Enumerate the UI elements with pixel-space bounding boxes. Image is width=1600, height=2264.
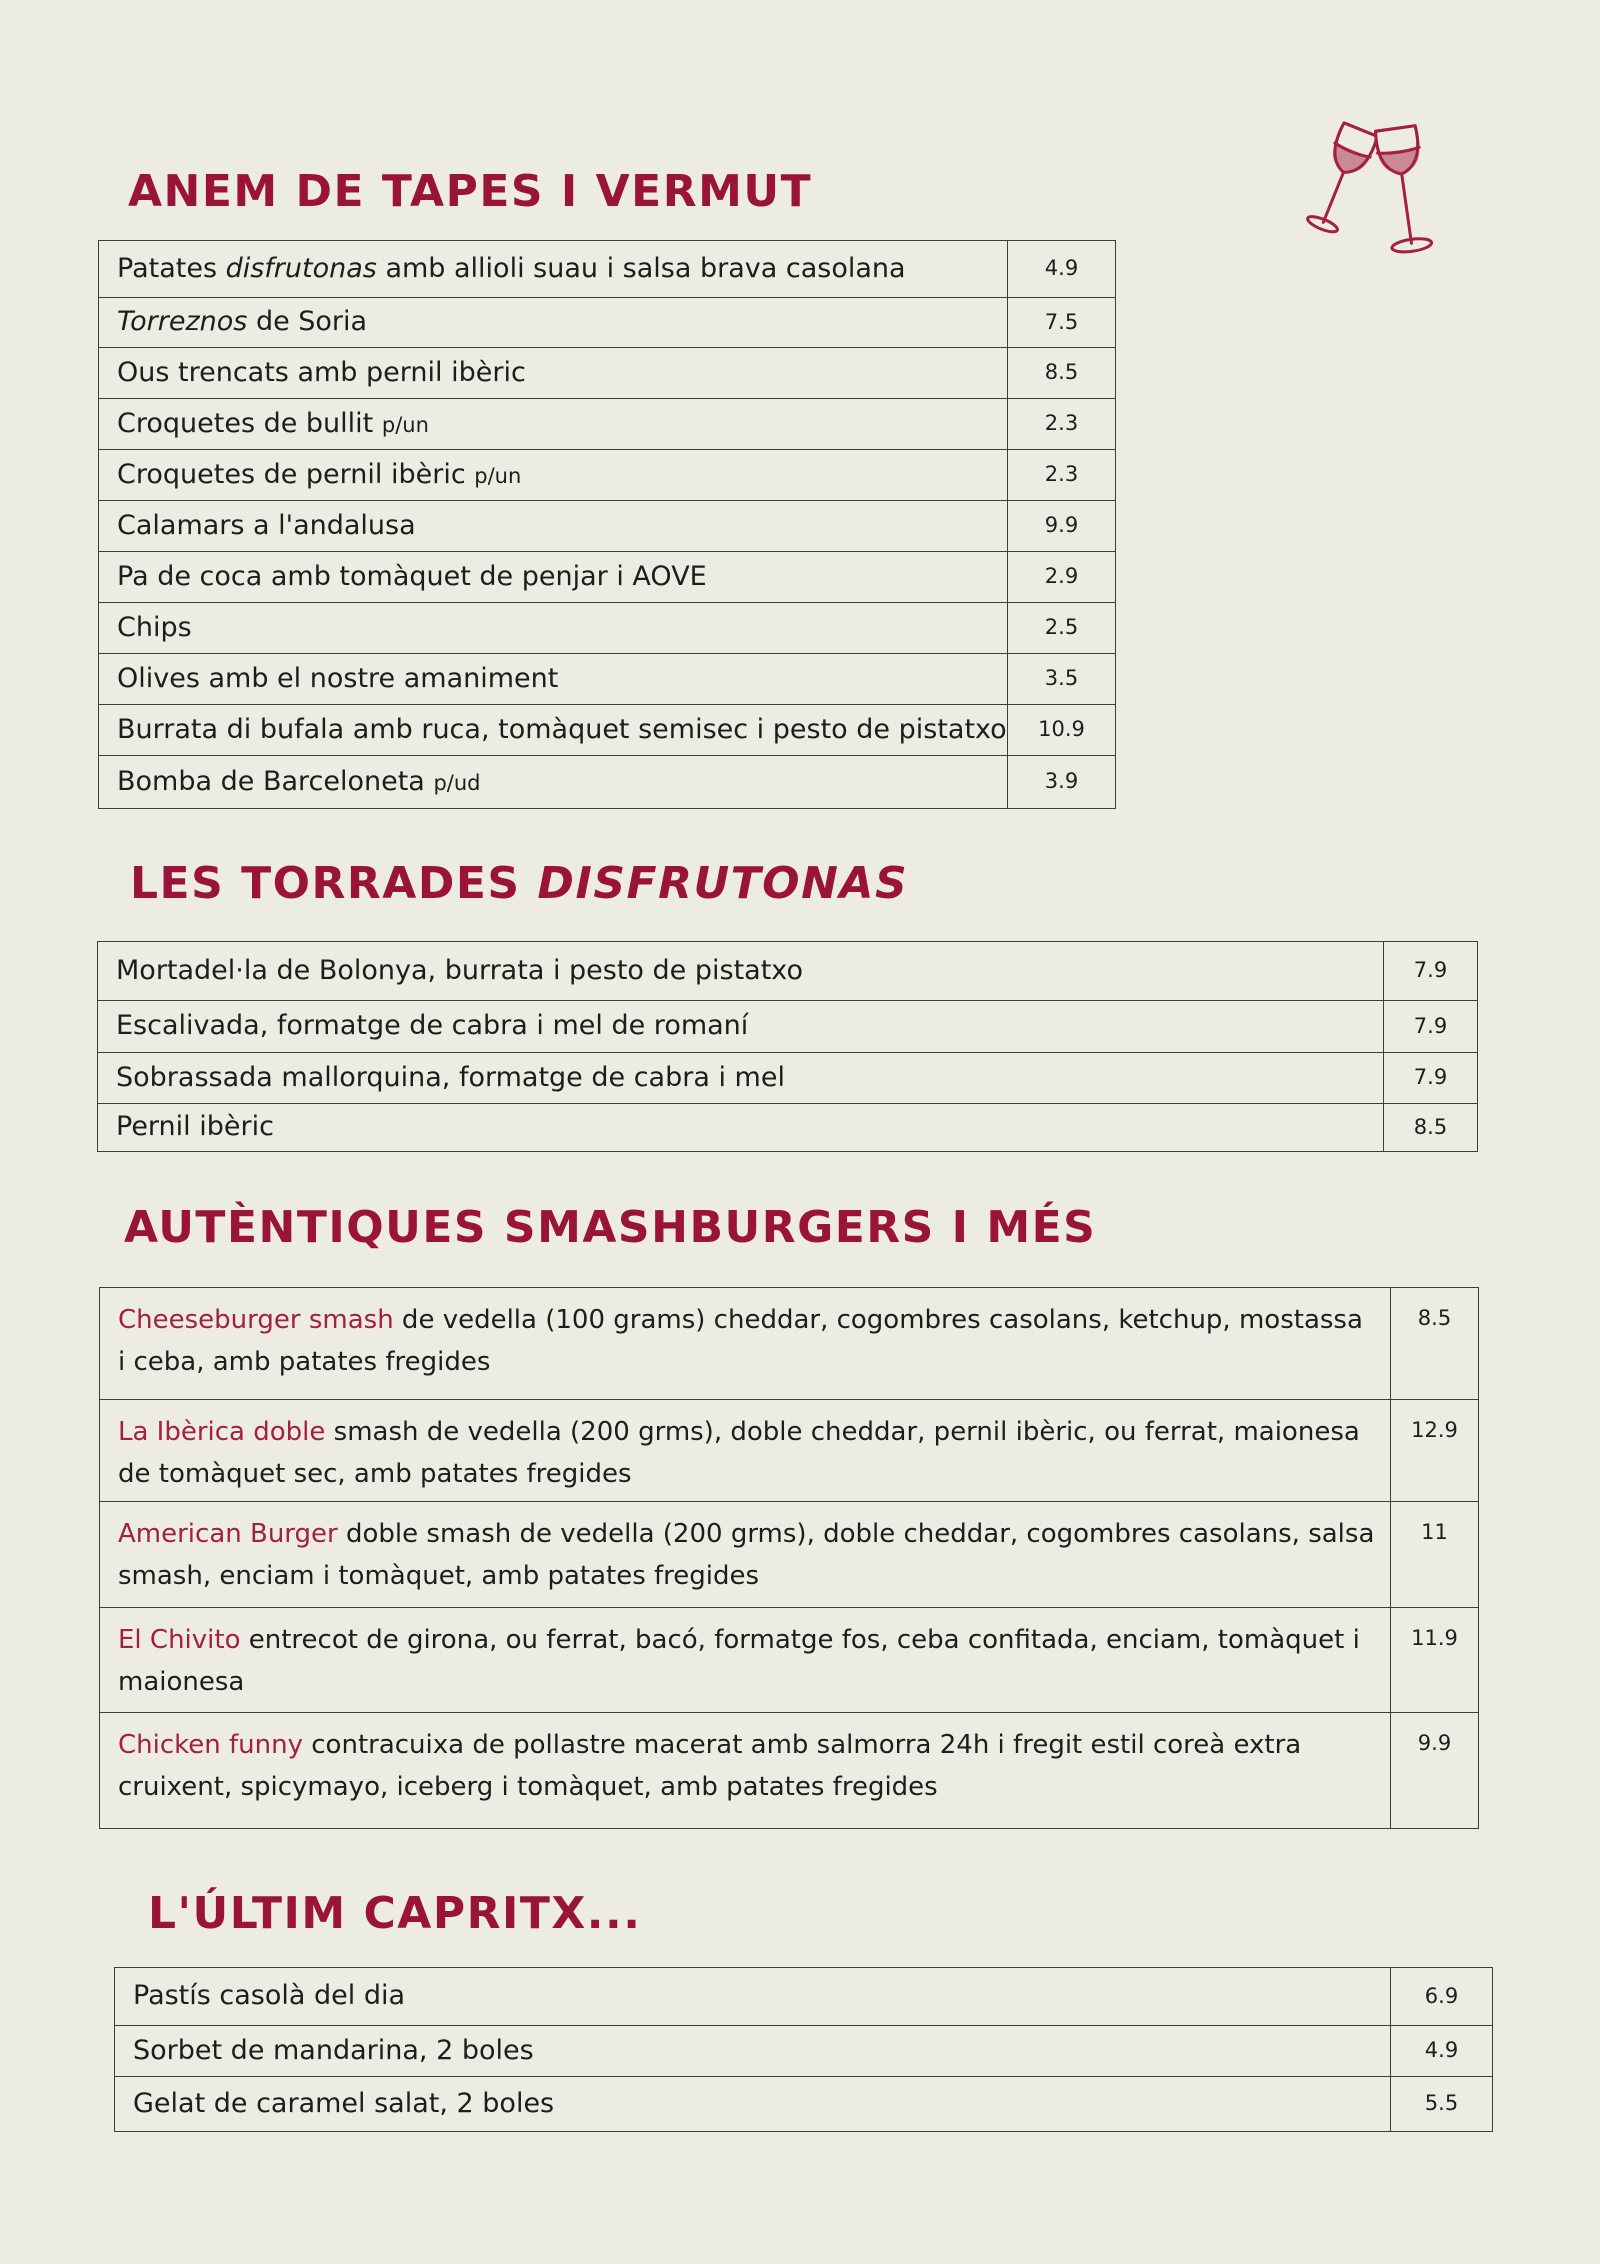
menu-item-name: Gelat de caramel salat, 2 boles: [115, 2077, 1391, 2132]
section-title-torrades-italic: DISFRUTONAS: [537, 858, 909, 909]
item-text-italic: disfrutonas: [225, 252, 377, 284]
menu-row: [100, 1400, 1479, 1502]
menu-item-price: 11.9: [1391, 1608, 1479, 1713]
menu-row: [99, 552, 1116, 603]
burger-name: Chicken funny: [118, 1730, 303, 1760]
menu-row: [99, 756, 1116, 809]
menu-row: [115, 2026, 1493, 2077]
menu-row: [100, 1288, 1479, 1400]
burger-description: [100, 1400, 1391, 1502]
menu-row: [99, 399, 1116, 450]
menu-row: [98, 1053, 1478, 1104]
menu-item-price: 12.9: [1391, 1400, 1479, 1502]
burger-name: Cheeseburger smash: [118, 1305, 394, 1335]
burger-description: [100, 1713, 1391, 1829]
menu-item-name: [99, 501, 1008, 552]
menu-item-price: 3.5: [1008, 654, 1116, 705]
section-title-torrades: [130, 858, 908, 909]
item-text: Croquetes de bullit: [117, 407, 382, 439]
burger-name: La Ibèrica doble: [118, 1417, 326, 1447]
item-unit: p/ud: [433, 770, 481, 795]
item-text: Bomba de Barceloneta: [117, 765, 434, 797]
menu-item-price: 9.9: [1008, 501, 1116, 552]
item-text: Calamars a l'andalusa: [117, 509, 416, 541]
menu-item-name: [99, 603, 1008, 654]
menu-item-price: 6.9: [1391, 1968, 1493, 2026]
menu-row: [100, 1713, 1479, 1829]
menu-item-price: 4.9: [1391, 2026, 1493, 2077]
menu-item-name: [99, 348, 1008, 399]
menu-item-name: Escalivada, formatge de cabra i mel de romaní: [98, 1001, 1384, 1053]
item-text-italic: Torreznos: [117, 306, 248, 338]
menu-item-name: Pastís casolà del dia: [115, 1968, 1391, 2026]
burger-details: smash de vedella (200 grms), doble cheddar, pernil ibèric, ou ferrat, maionesa de tomàquet sec, amb patates fregides: [118, 1417, 1360, 1489]
section-title-burgers: AUTÈNTIQUES SMASHBURGERS I MÉS: [124, 1202, 1097, 1253]
menu-item-price: 11: [1391, 1502, 1479, 1608]
menu-item-price: 9.9: [1391, 1713, 1479, 1829]
burger-details: doble smash de vedella (200 grms), doble cheddar, cogombres casolans, salsa smash, enciam i tomàquet, amb patates fregides: [118, 1519, 1375, 1591]
menu-item-name: [99, 654, 1008, 705]
item-text: Ous trencats amb pernil ibèric: [117, 356, 526, 388]
wine-glasses-icon: [1302, 116, 1462, 266]
menu-item-price: 7.9: [1384, 1053, 1478, 1104]
item-unit: p/un: [474, 463, 522, 488]
item-text: Burrata di bufala amb ruca, tomàquet semisec i pesto de pistatxo: [117, 713, 1007, 745]
menu-item-price: 8.5: [1384, 1104, 1478, 1152]
burger-name: El Chivito: [118, 1625, 241, 1655]
torrades-table: [97, 941, 1478, 1152]
menu-item-price: 2.3: [1008, 399, 1116, 450]
menu-row: [99, 654, 1116, 705]
menu-item-name: [99, 756, 1008, 809]
menu-item-name: [99, 298, 1008, 348]
item-text: Olives amb el nostre amaniment: [117, 662, 559, 694]
menu-item-price: 8.5: [1391, 1288, 1479, 1400]
menu-row: [115, 2077, 1493, 2132]
menu-item-name: [99, 552, 1008, 603]
menu-item-price: 5.5: [1391, 2077, 1493, 2132]
menu-item-name: Sorbet de mandarina, 2 boles: [115, 2026, 1391, 2077]
menu-item-name: [99, 705, 1008, 756]
menu-row: [98, 942, 1478, 1001]
menu-item-name: [99, 241, 1008, 298]
burger-description: [100, 1288, 1391, 1400]
menu-row: [99, 450, 1116, 501]
menu-row: [99, 501, 1116, 552]
menu-row: [99, 348, 1116, 399]
item-text: Patates: [117, 252, 226, 284]
burger-description: [100, 1608, 1391, 1713]
item-text: Chips: [117, 611, 192, 643]
item-unit: p/un: [381, 412, 429, 437]
section-title-capritx: L'ÚLTIM CAPRITX...: [148, 1888, 642, 1939]
menu-item-name: [99, 450, 1008, 501]
burger-name: American Burger: [118, 1519, 338, 1549]
item-text: Croquetes de pernil ibèric: [117, 458, 475, 490]
capritx-table: [114, 1967, 1493, 2132]
burger-description: [100, 1502, 1391, 1608]
menu-item-name: Mortadel·la de Bolonya, burrata i pesto de pistatxo: [98, 942, 1384, 1001]
burgers-table: [99, 1287, 1479, 1829]
menu-item-price: 2.5: [1008, 603, 1116, 654]
menu-row: [99, 705, 1116, 756]
menu-row: [115, 1968, 1493, 2026]
burger-details: entrecot de girona, ou ferrat, bacó, formatge fos, ceba confitada, enciam, tomàquet i maionesa: [118, 1625, 1360, 1697]
item-text: Pa de coca amb tomàquet de penjar i AOVE: [117, 560, 707, 592]
menu-row: [99, 298, 1116, 348]
menu-item-price: 7.5: [1008, 298, 1116, 348]
menu-item-name: [99, 399, 1008, 450]
menu-item-price: 7.9: [1384, 942, 1478, 1001]
item-text: de Soria: [247, 306, 368, 338]
section-title-torrades-main: LES TORRADES: [130, 858, 538, 909]
menu-row: [99, 241, 1116, 298]
menu-row: [98, 1104, 1478, 1152]
menu-row: [100, 1502, 1479, 1608]
menu-row: [99, 603, 1116, 654]
menu-item-price: 7.9: [1384, 1001, 1478, 1053]
menu-item-price: 10.9: [1008, 705, 1116, 756]
burger-details: de vedella (100 grams) cheddar, cogombres casolans, ketchup, mostassa i ceba, amb patates fregides: [118, 1305, 1363, 1377]
menu-row: [98, 1001, 1478, 1053]
tapes-table: [98, 240, 1116, 809]
menu-item-name: Sobrassada mallorquina, formatge de cabra i mel: [98, 1053, 1384, 1104]
menu-item-price: 2.9: [1008, 552, 1116, 603]
menu-item-price: 8.5: [1008, 348, 1116, 399]
section-title-tapes: ANEM DE TAPES I VERMUT: [128, 166, 813, 217]
menu-item-price: 3.9: [1008, 756, 1116, 809]
menu-row: [100, 1608, 1479, 1713]
burger-details: contracuixa de pollastre macerat amb salmorra 24h i fregit estil coreà extra cruixent, spicymayo, iceberg i tomàquet, amb patates fregides: [118, 1730, 1302, 1802]
menu-item-name: Pernil ibèric: [98, 1104, 1384, 1152]
menu-item-price: 4.9: [1008, 241, 1116, 298]
menu-item-price: 2.3: [1008, 450, 1116, 501]
item-text: amb allioli suau i salsa brava casolana: [376, 252, 906, 284]
